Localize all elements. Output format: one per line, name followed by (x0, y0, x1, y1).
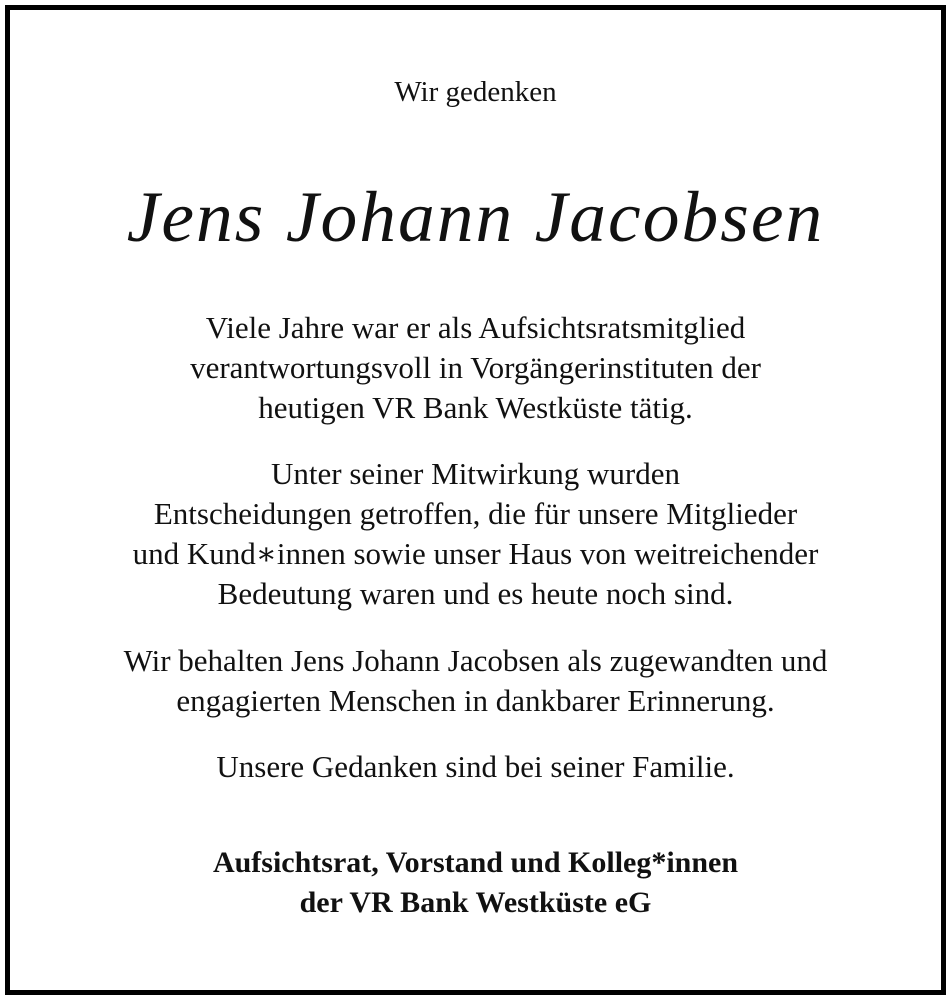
signature-line: der VR Bank Westküste eG (299, 886, 652, 919)
paragraph-remembrance (0, 641, 951, 721)
paragraph-line: Unter seiner Mitwirkung wurden (271, 456, 680, 491)
signature-line: Aufsichtsrat, Vorstand und Kolleg*innen (212, 846, 739, 879)
paragraph-line: Viele Jahre war er als Aufsichtsratsmitglied (205, 310, 746, 345)
paragraph-line: Bedeutung waren und es heute noch sind. (217, 576, 734, 611)
paragraph-line: heutigen VR Bank Westküste tätig. (258, 390, 693, 425)
intro-text: Wir gedenken (394, 76, 557, 108)
paragraph-contribution (0, 454, 951, 614)
paragraph-condolence (0, 747, 951, 787)
paragraph-line: und Kund∗innen sowie unser Haus von weitreichender (132, 536, 819, 571)
paragraph-tenure (0, 308, 951, 428)
paragraph-line: Entscheidungen getroffen, die für unsere Mitglieder (153, 496, 798, 531)
paragraph-line: verantwortungsvoll in Vorgängerinstituten der (190, 350, 761, 385)
signature-block (0, 843, 951, 923)
paragraph-line: Unsere Gedanken sind bei seiner Familie. (216, 749, 735, 784)
paragraph-line: Wir behalten Jens Johann Jacobsen als zugewandten und (123, 643, 828, 678)
paragraph-line: engagierten Menschen in dankbarer Erinnerung. (176, 683, 775, 718)
deceased-name: Jens Johann Jacobsen (126, 177, 825, 257)
